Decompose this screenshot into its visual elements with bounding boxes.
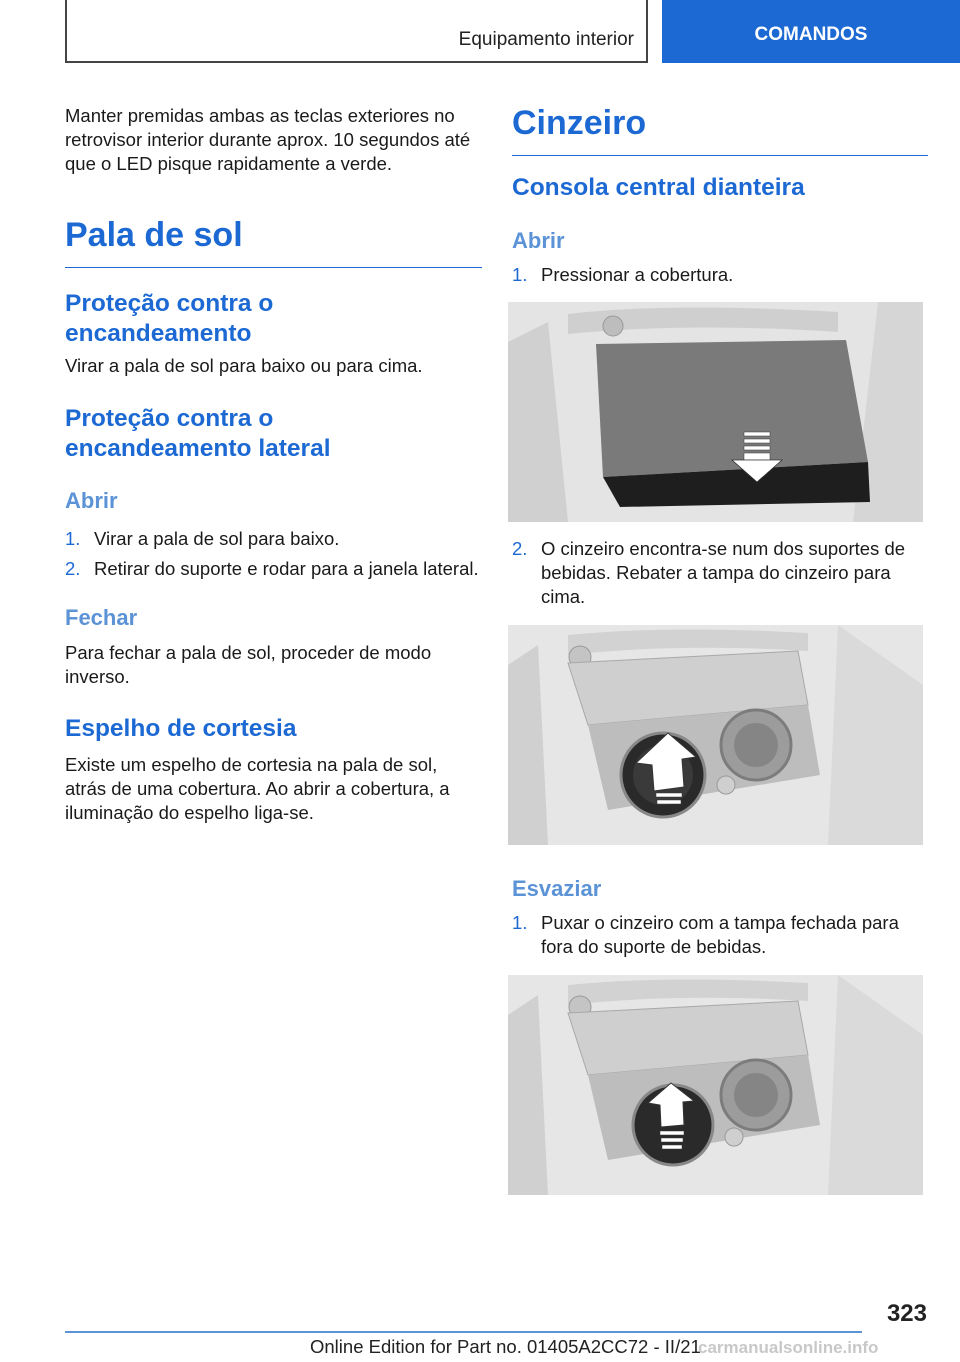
glare-text: Virar a pala de sol para baixo ou para cima. (65, 355, 423, 376)
list-item (512, 911, 928, 959)
front-console-heading: Consola central dianteira (512, 174, 805, 201)
chapter-tab: COMANDOS (662, 0, 960, 63)
close-text: Para fechar a pala de sol, proceder de modo inverso. (65, 642, 432, 687)
list-item (512, 537, 928, 609)
console-cover-illustration (508, 302, 923, 522)
list-item (65, 557, 485, 581)
step-number: 2. (512, 538, 528, 559)
lateral-glare-heading: Proteção contra o encandeamento lateral (65, 405, 331, 462)
section-title: Equipamento interior (458, 29, 634, 50)
empty-heading: Esvaziar (512, 876, 602, 901)
step-text: Retirar do suporte e rodar para a janela lateral. (94, 558, 479, 579)
sun-visor-heading: Pala de sol (65, 216, 482, 268)
intro-paragraph: Manter premidas ambas as teclas exteriores no retrovisor interior durante aprox. 10 segundos até que o LED pisque rapidamente a verde. (65, 105, 471, 174)
ashtray-lid-open-photo (508, 625, 923, 845)
step-text: Virar a pala de sol para baixo. (94, 528, 340, 549)
step-text: Pressionar a cobertura. (541, 264, 734, 285)
close-heading: Fechar (65, 605, 138, 630)
step-text: Puxar o cinzeiro com a tampa fechada para fora do suporte de bebidas. (541, 912, 899, 957)
vanity-mirror-text: Existe um espelho de cortesia na pala de sol, atrás de uma cobertura. Ao abrir a cobertura, a iluminação do espelho liga-se. (65, 754, 450, 823)
footer-rule (65, 1331, 862, 1333)
ashtray-lid-illustration (508, 625, 923, 845)
list-item (65, 527, 482, 551)
ashtray-removal-illustration (508, 975, 923, 1195)
open-heading: Abrir (65, 488, 118, 513)
step-number: 1. (65, 528, 81, 549)
step-number: 2. (65, 558, 81, 579)
list-item (512, 263, 928, 287)
header-box (65, 0, 648, 63)
ashtray-removal-photo (508, 975, 923, 1195)
step-number: 1. (512, 264, 528, 285)
console-cover-photo (508, 302, 923, 522)
watermark: carmanualsonline.info (698, 1338, 879, 1357)
glare-heading: Proteção contra o encandeamento (65, 290, 274, 347)
vanity-mirror-heading: Espelho de cortesia (65, 715, 297, 742)
ashtray-heading: Cinzeiro (512, 104, 928, 156)
page-number: 323 (886, 1300, 927, 1327)
open-heading-right: Abrir (512, 228, 565, 253)
step-number: 1. (512, 912, 528, 933)
step-text: O cinzeiro encontra-se num dos suportes de bebidas. Rebater a tampa do cinzeiro para cima. (541, 538, 906, 607)
edition-line: Online Edition for Part no. 01405A2CC72 - II/21 (310, 1336, 701, 1357)
